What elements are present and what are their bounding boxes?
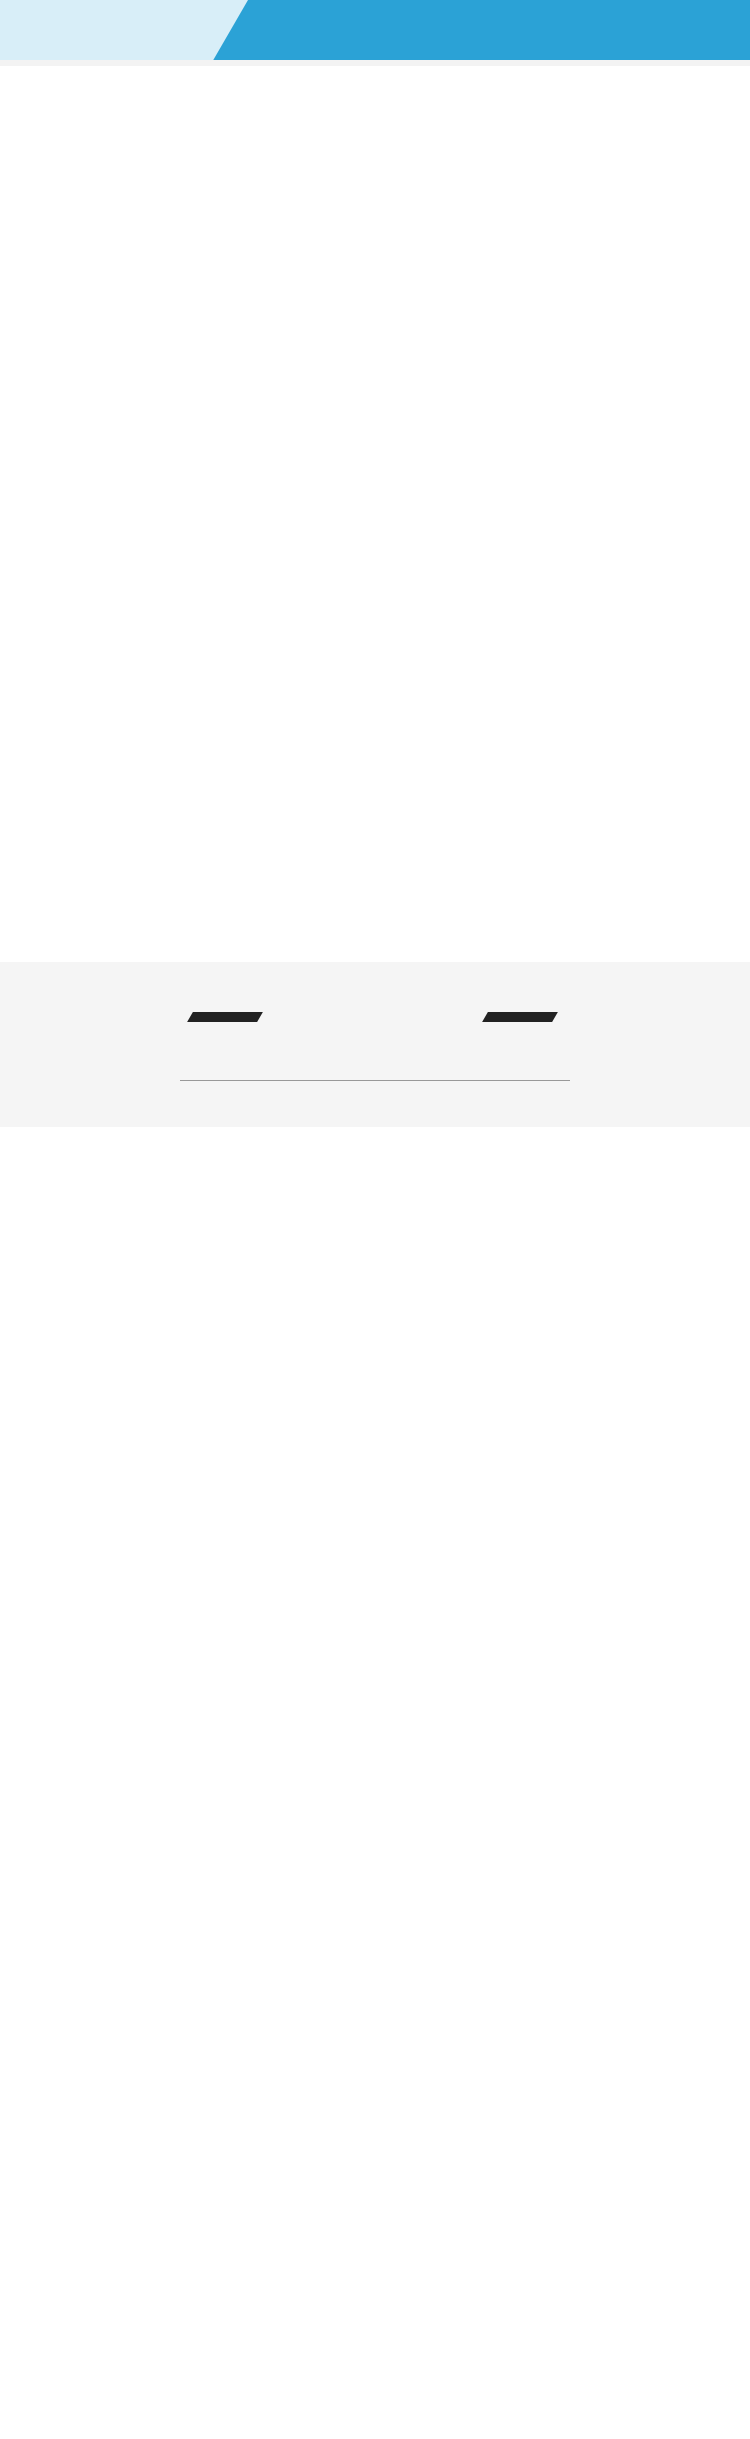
heading-divider	[180, 1080, 570, 1081]
heading-dash-left	[187, 1012, 263, 1022]
section-heading	[0, 962, 750, 1127]
product-grid	[0, 66, 750, 919]
top-banner	[0, 0, 750, 66]
banner-tab	[0, 0, 248, 60]
heading-dash-right	[482, 1012, 558, 1022]
